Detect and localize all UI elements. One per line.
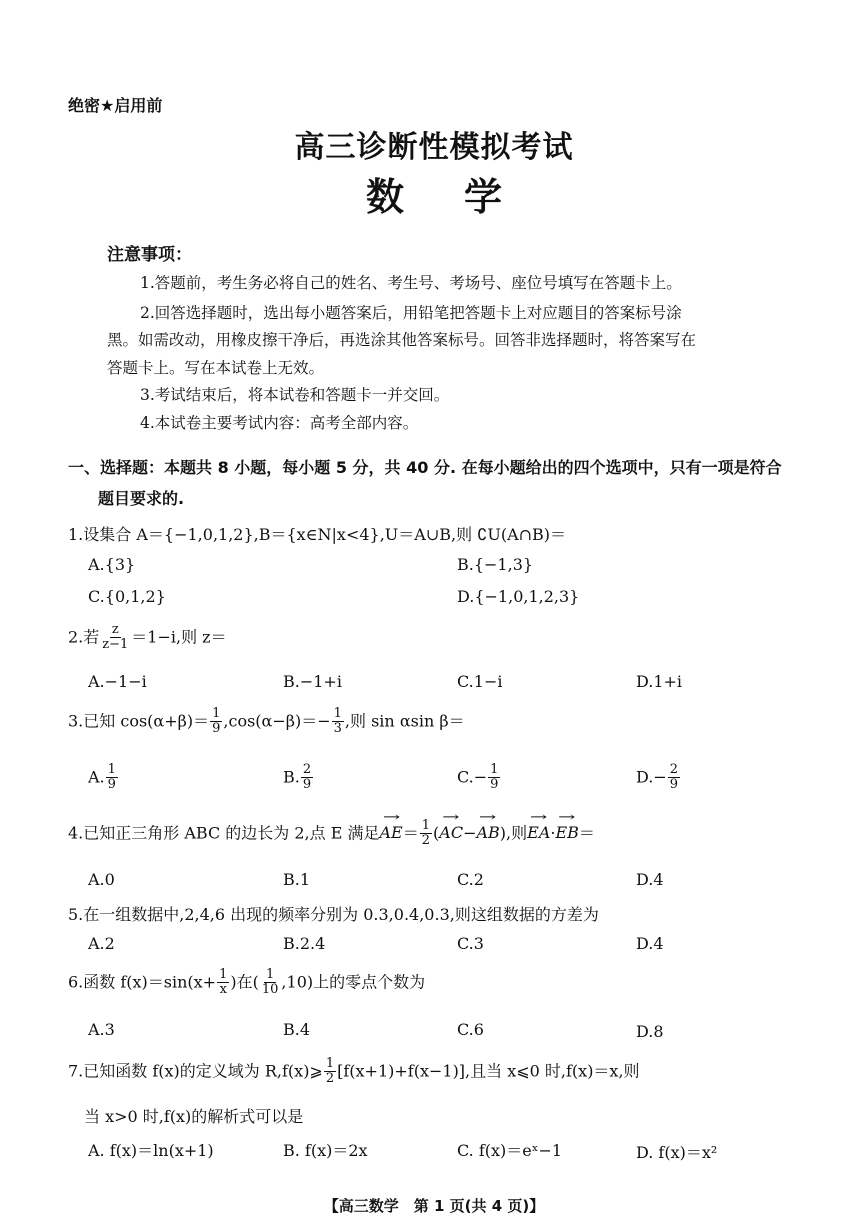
q4-prefix: 4.已知正三角形 ABC 的边长为 2,点 E 满足 xyxy=(68,823,380,843)
q6-option-c: C.6 xyxy=(457,1020,484,1039)
q3-f2-num: 1 xyxy=(333,706,342,721)
question-1-stem: 1.设集合 A＝{−1,0,1,2},B＝{x∈N|x<4},U＝A∪B,则 ∁U(A∩B)＝ xyxy=(68,525,567,544)
q4-dot: · xyxy=(550,823,556,843)
q4-vector-ae: → AE xyxy=(380,823,403,842)
question-7-stem xyxy=(68,1057,640,1087)
q3-option-c xyxy=(457,763,501,793)
q3-middle: ,cos(α−β)＝− xyxy=(223,711,331,731)
question-5-stem: 5.在一组数据中,2,4,6 出现的频率分别为 0.3,0.4,0.3,则这组数据的方差为 xyxy=(68,905,599,924)
q7-suffix: [f(x+1)+f(x−1)],且当 x⩽0 时,f(x)＝x,则 xyxy=(337,1061,640,1081)
q1-option-d: D.{−1,0,1,2,3} xyxy=(457,587,580,606)
q3-f1-den: 9 xyxy=(212,721,221,737)
exam-title: 高三诊断性模拟考试 xyxy=(294,130,574,165)
q3-d-den: 9 xyxy=(669,777,679,793)
q5-option-b: B.2.4 xyxy=(283,934,326,953)
q2-option-d: D.1+i xyxy=(636,672,683,691)
question-4-stem xyxy=(68,819,595,849)
q7-option-d: D. f(x)＝x² xyxy=(636,1143,718,1162)
q4-option-b: B.1 xyxy=(283,870,311,889)
q3-a-frac xyxy=(106,763,118,793)
q2-frac-num: z xyxy=(111,622,119,637)
q3-f2-den: 3 xyxy=(333,721,342,737)
q7-f-den: 2 xyxy=(325,1071,335,1087)
q6-f2-den: 10 xyxy=(261,982,279,998)
q6-option-d: D.8 xyxy=(636,1022,664,1041)
q3-f1-num: 1 xyxy=(212,706,221,721)
q4-f-num: 1 xyxy=(421,818,431,833)
q2-suffix: ＝1−i,则 z＝ xyxy=(131,627,227,647)
q6-prefix: 6.函数 f(x)＝sin(x+ xyxy=(68,972,217,992)
q7-option-c: C. f(x)＝eˣ−1 xyxy=(457,1141,563,1160)
q3-a-num: 1 xyxy=(107,762,116,777)
q4-end: ＝ xyxy=(578,823,595,843)
q6-f2-num: 1 xyxy=(266,967,275,982)
q6-suffix: ,10)上的零点个数为 xyxy=(281,972,426,992)
notice-line-2a: 2.回答选择题时，选出每小题答案后，用铅笔把答题卡上对应题目的答案标号涂 xyxy=(140,304,682,322)
confidential-label: 绝密★启用前 xyxy=(68,96,163,115)
q4-vector-ab: → AB xyxy=(476,823,499,842)
q3-fraction-2 xyxy=(332,707,344,737)
q5-option-a: A.2 xyxy=(88,934,115,953)
question-2-stem xyxy=(68,623,227,653)
q4-vector-ac: → AC xyxy=(439,823,463,842)
q4-paren-close: ),则 xyxy=(499,823,528,843)
notice-line-2c: 答题卡上。写在本试卷上无效。 xyxy=(107,359,325,377)
q3-c-num: 1 xyxy=(490,762,499,777)
q3-prefix: 3.已知 cos(α+β)＝ xyxy=(68,711,210,731)
page-footer: 【高三数学 第 1 页(共 4 页)】 xyxy=(323,1197,545,1215)
q3-option-a xyxy=(88,763,119,793)
q6-fraction-2 xyxy=(260,968,281,998)
q3-d-frac xyxy=(668,763,680,793)
notice-heading: 注意事项： xyxy=(107,245,192,265)
q4-minus: − xyxy=(463,823,477,843)
q3-c-frac xyxy=(488,763,500,793)
q5-option-c: C.3 xyxy=(457,934,484,953)
q4-f-den: 2 xyxy=(421,833,431,849)
q6-f1-den: x xyxy=(219,982,227,998)
q4-vector-ea: → EA xyxy=(527,823,550,842)
q3-a-label: A. xyxy=(88,767,105,787)
q1-option-c: C.{0,1,2} xyxy=(88,587,166,606)
q7-option-a: A. f(x)＝ln(x+1) xyxy=(88,1141,214,1160)
q7-f-num: 1 xyxy=(325,1056,335,1071)
q3-c-label: C.− xyxy=(457,767,488,787)
q3-d-num: 2 xyxy=(669,762,679,777)
section-heading-cont: 题目要求的. xyxy=(98,489,185,508)
q3-fraction-1 xyxy=(210,707,222,737)
q4-option-c: C.2 xyxy=(457,870,484,889)
q2-fraction xyxy=(100,623,130,653)
q4-equals: ＝ xyxy=(402,823,419,843)
q3-option-b xyxy=(283,763,314,793)
q3-suffix: ,则 sin αsin β＝ xyxy=(344,711,465,731)
notice-line-1: 1.答题前，考生务必将自己的姓名、考生号、考场号、座位号填写在答题卡上。 xyxy=(140,274,682,292)
q2-option-a: A.−1−i xyxy=(88,672,147,691)
notice-line-2b: 黑。如需改动，用橡皮擦干净后，再选涂其他答案标号。回答非选择题时，将答案写在 xyxy=(107,331,697,349)
q3-b-label: B. xyxy=(283,767,300,787)
q4-option-d: D.4 xyxy=(636,870,664,889)
q3-a-den: 9 xyxy=(107,777,116,793)
q3-b-num: 2 xyxy=(302,762,312,777)
q1-option-a: A.{3} xyxy=(88,555,136,574)
q6-middle: )在( xyxy=(230,972,259,992)
question-7-stem-cont: 当 x>0 时,f(x)的解析式可以是 xyxy=(84,1107,304,1126)
q4-option-a: A.0 xyxy=(88,870,115,889)
q6-option-b: B.4 xyxy=(283,1020,311,1039)
q3-c-den: 9 xyxy=(490,777,499,793)
notice-line-3: 3.考试结束后，将本试卷和答题卡一并交回。 xyxy=(140,386,450,404)
q4-paren-open: ( xyxy=(433,823,440,843)
q7-fraction xyxy=(324,1057,336,1087)
section-heading: 一、选择题：本题共 8 小题，每小题 5 分，共 40 分. 在每小题给出的四个选项中，只有一项是符合 xyxy=(68,458,782,477)
q4-fraction xyxy=(420,819,432,849)
q2-option-b: B.−1+i xyxy=(283,672,342,691)
q3-b-frac xyxy=(301,763,313,793)
notice-line-4: 4.本试卷主要考试内容：高考全部内容。 xyxy=(140,414,419,432)
exam-subject: 数学 xyxy=(365,175,562,219)
q3-d-label: D.− xyxy=(636,767,667,787)
q6-f1-num: 1 xyxy=(219,967,228,982)
q3-b-den: 9 xyxy=(302,777,312,793)
q5-option-d: D.4 xyxy=(636,934,664,953)
q6-option-a: A.3 xyxy=(88,1020,115,1039)
q1-option-b: B.{−1,3} xyxy=(457,555,534,574)
question-6-stem xyxy=(68,968,425,998)
q4-vector-eb: → EB xyxy=(555,823,578,842)
q2-option-c: C.1−i xyxy=(457,672,503,691)
q6-fraction-1 xyxy=(217,968,229,998)
q7-prefix: 7.已知函数 f(x)的定义域为 R,f(x)⩾ xyxy=(68,1061,323,1081)
question-3-stem xyxy=(68,707,465,737)
q3-option-d xyxy=(636,763,681,793)
q2-frac-den: z−1 xyxy=(102,637,129,653)
q2-prefix: 2.若 xyxy=(68,627,100,647)
q7-option-b: B. f(x)＝2x xyxy=(283,1141,368,1160)
